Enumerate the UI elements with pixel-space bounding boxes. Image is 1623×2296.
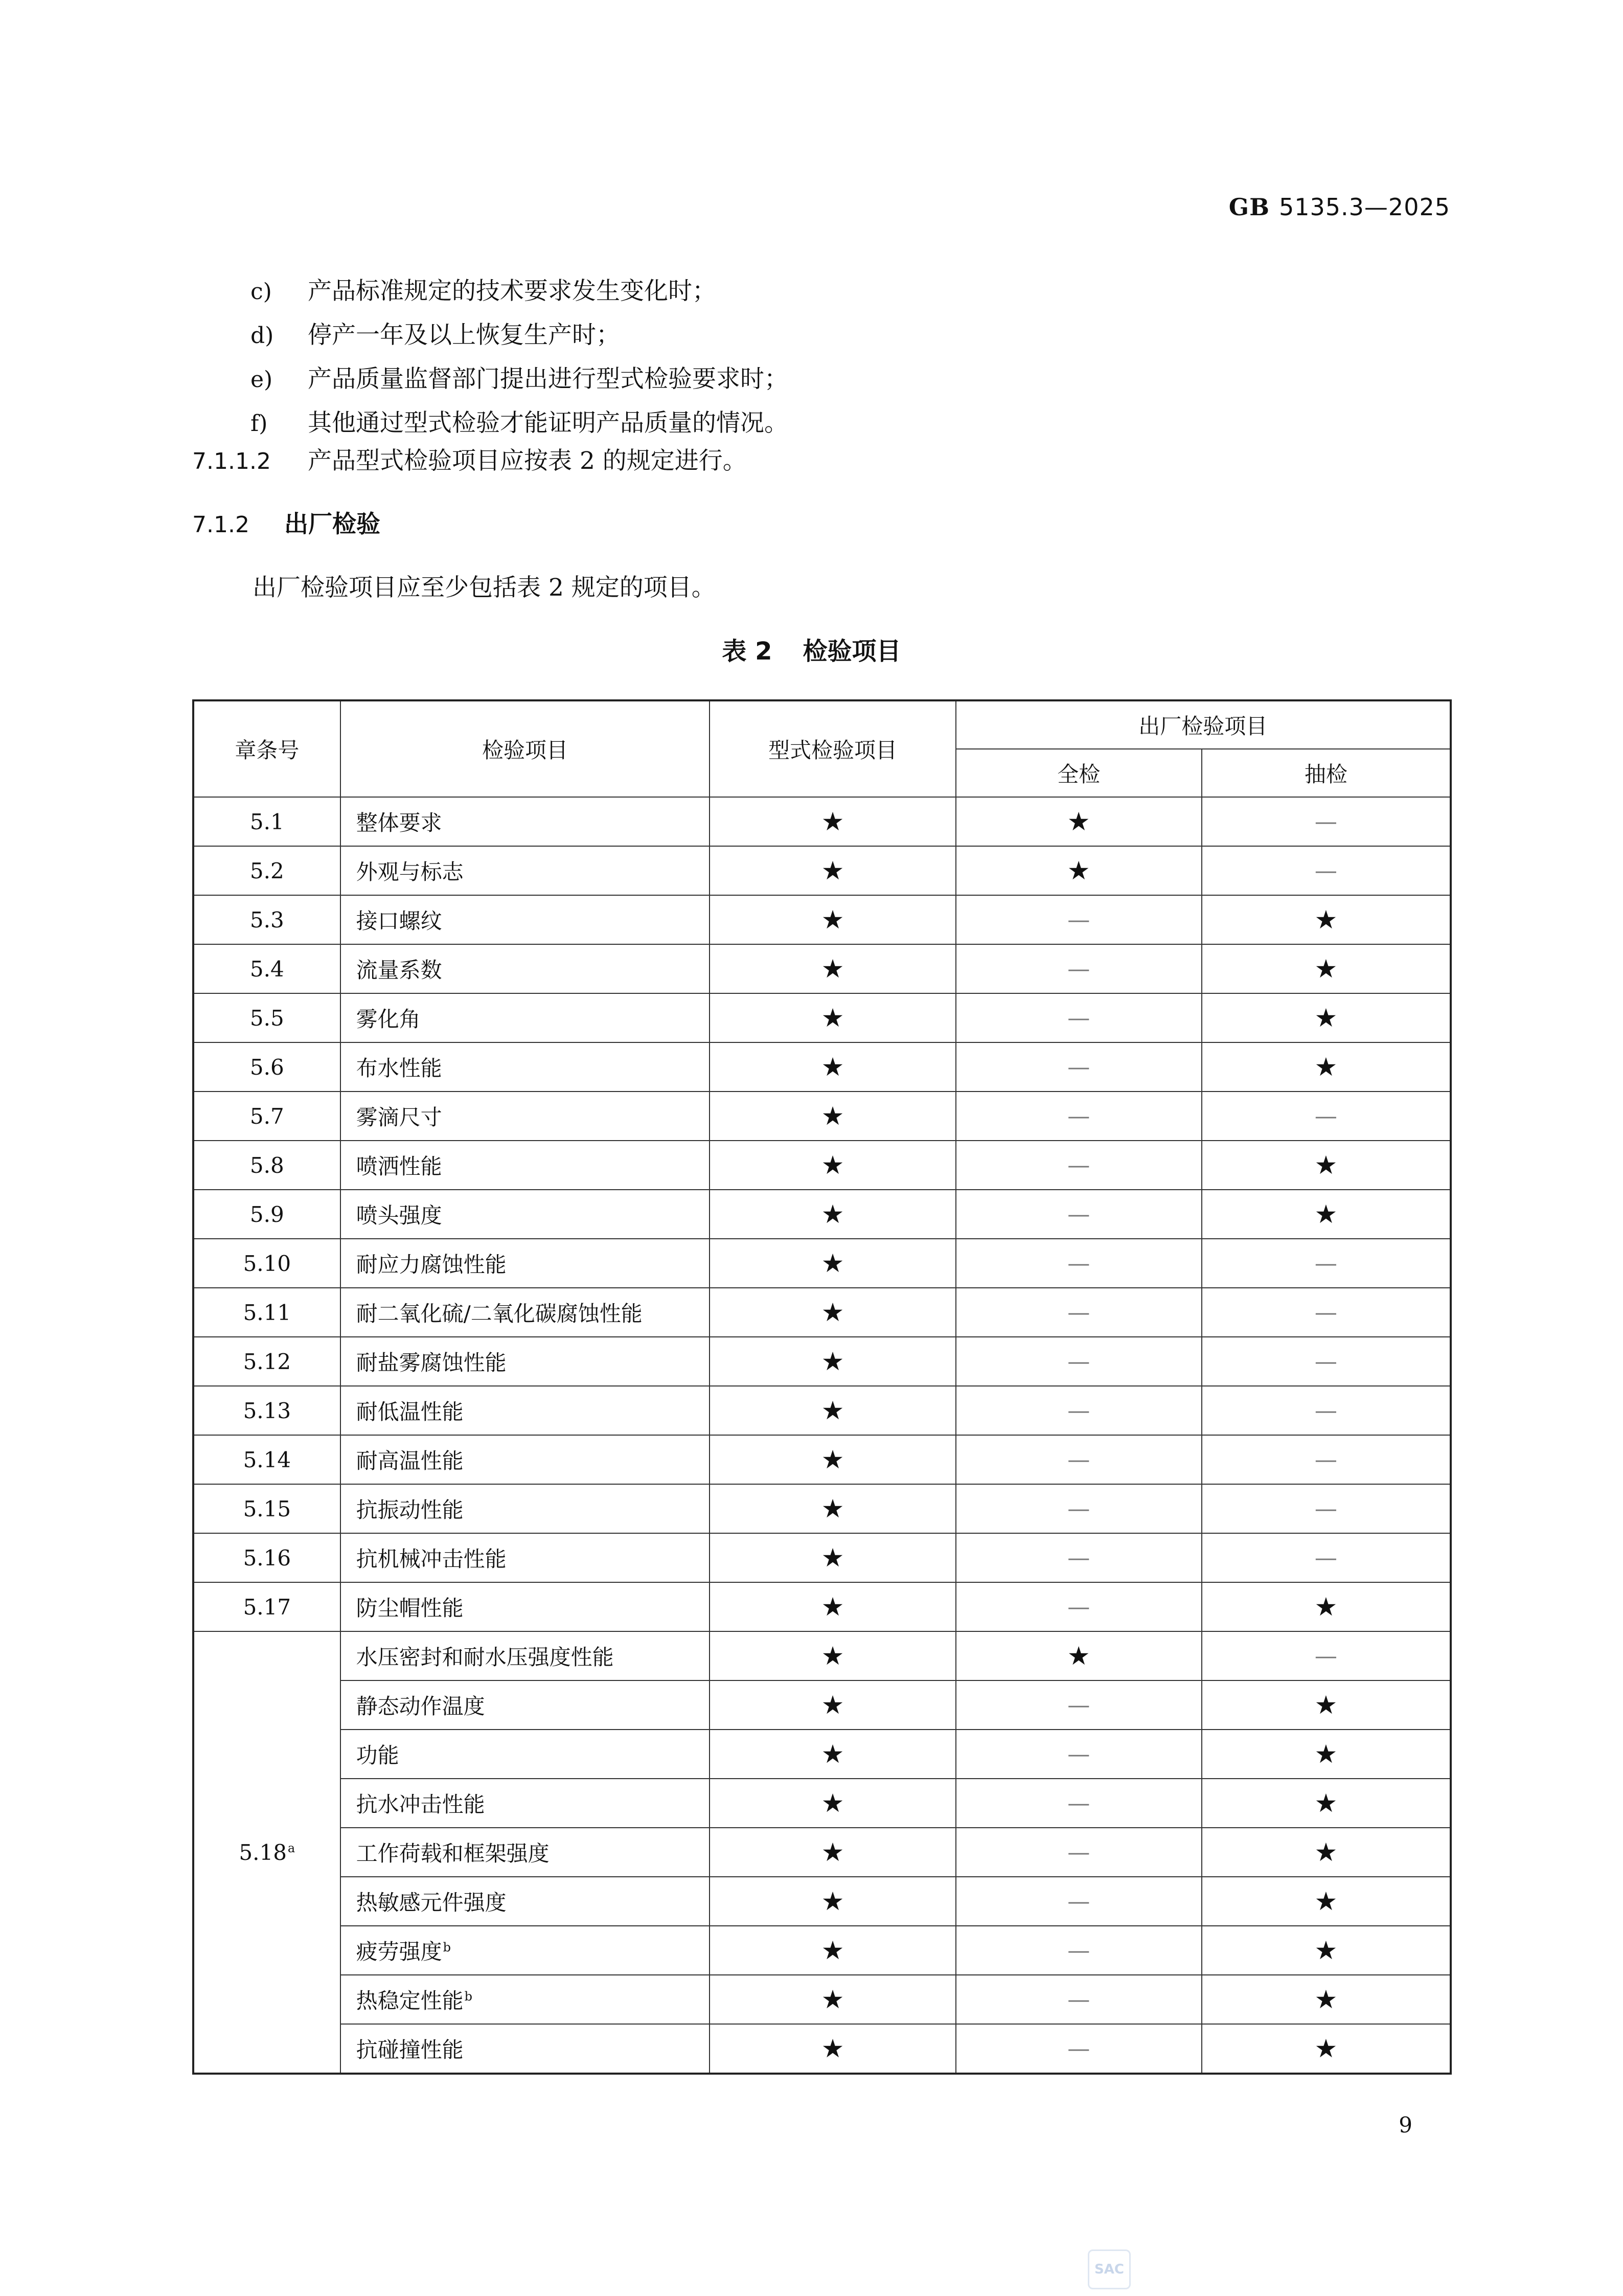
full-check-cell-mark: — <box>1067 1005 1090 1031</box>
table-row <box>193 944 1451 993</box>
standard-number: 5135.3—2025 <box>1278 193 1450 221</box>
full-check-cell-mark: — <box>1067 956 1090 982</box>
sample-check-cell <box>1202 1288 1451 1337</box>
type-test-cell <box>710 1435 955 1484</box>
type-test-cell-mark: ★ <box>821 1985 844 2014</box>
full-check-cell <box>956 944 1202 993</box>
full-check-cell <box>956 1190 1202 1239</box>
clause-cell: 5.10 <box>193 1239 340 1288</box>
full-check-cell <box>956 1484 1202 1533</box>
type-test-cell <box>710 1042 955 1092</box>
clause-cell: 5.8 <box>193 1141 340 1190</box>
item-cell: 流量系数 <box>340 944 710 993</box>
table-row <box>193 1975 1451 2024</box>
list-item-text: 产品质量监督部门提出进行型式检验要求时； <box>308 365 788 393</box>
sample-check-cell <box>1202 1730 1451 1779</box>
item-text: 水压密封和耐水压强度性能 <box>356 1645 614 1670</box>
type-test-cell-mark: ★ <box>821 1837 844 1867</box>
type-test-cell-mark: ★ <box>821 1936 844 1965</box>
type-test-cell <box>710 1828 955 1877</box>
sample-check-cell-mark: — <box>1314 1250 1337 1277</box>
type-test-cell-mark: ★ <box>821 1788 844 1818</box>
item-note: b <box>464 1989 473 2004</box>
item-cell: 防尘帽性能 <box>340 1582 710 1631</box>
header-full: 全检 <box>956 749 1202 797</box>
clause-cell: 5.12 <box>193 1337 340 1386</box>
sample-check-cell <box>1202 1582 1451 1631</box>
sample-check-cell <box>1202 1337 1451 1386</box>
item-text: 抗碰撞性能 <box>356 2037 464 2062</box>
full-check-cell <box>956 2024 1202 2074</box>
table-row <box>193 1877 1451 1926</box>
sample-check-cell-mark: — <box>1314 1397 1337 1424</box>
sample-check-cell <box>1202 1092 1451 1141</box>
item-text: 功能 <box>356 1743 399 1768</box>
sample-check-cell-mark: — <box>1314 1103 1337 1129</box>
full-check-cell-mark: — <box>1067 1741 1090 1767</box>
full-check-cell-mark: — <box>1067 906 1090 933</box>
table-row <box>193 1730 1451 1779</box>
full-check-cell <box>956 1975 1202 2024</box>
table-row <box>193 797 1451 846</box>
type-test-cell <box>710 846 955 895</box>
sample-check-cell-mark: — <box>1314 1495 1337 1522</box>
list-item-text: 停产一年及以上恢复生产时； <box>308 321 620 349</box>
sample-check-cell <box>1202 1631 1451 1680</box>
full-check-cell-mark: — <box>1067 1152 1090 1178</box>
clause-cell: 5.4 <box>193 944 340 993</box>
full-check-cell <box>956 1779 1202 1828</box>
clause-cell: 5.14 <box>193 1435 340 1484</box>
item-cell <box>340 1730 710 1779</box>
full-check-cell <box>956 1533 1202 1582</box>
sample-check-cell <box>1202 1190 1451 1239</box>
sample-check-cell-mark: — <box>1314 808 1337 835</box>
full-check-cell-mark: ★ <box>1067 1641 1090 1671</box>
sample-check-cell-mark: ★ <box>1314 1739 1338 1769</box>
item-cell: 耐低温性能 <box>340 1386 710 1435</box>
type-test-cell <box>710 1926 955 1975</box>
group-clause: 5.18 <box>239 1839 287 1865</box>
full-check-cell <box>956 895 1202 944</box>
item-cell: 抗振动性能 <box>340 1484 710 1533</box>
full-check-cell <box>956 1926 1202 1975</box>
item-cell: 雾滴尺寸 <box>340 1092 710 1141</box>
clause-cell: 5.15 <box>193 1484 340 1533</box>
table-row <box>193 1386 1451 1435</box>
sample-check-cell <box>1202 846 1451 895</box>
item-text: 热稳定性能 <box>356 1988 464 2013</box>
sample-check-cell-mark: ★ <box>1314 1003 1338 1033</box>
full-check-cell-mark: — <box>1067 1544 1090 1571</box>
sample-check-cell-mark: ★ <box>1314 954 1338 984</box>
full-check-cell-mark: — <box>1067 1103 1090 1129</box>
item-cell <box>340 1631 710 1680</box>
item-cell: 耐二氧化硫/二氧化碳腐蚀性能 <box>340 1288 710 1337</box>
group-clause-note: a <box>287 1840 295 1855</box>
table-caption-title: 检验项目 <box>803 637 901 666</box>
item-cell: 接口螺纹 <box>340 895 710 944</box>
type-test-cell-mark: ★ <box>821 1298 844 1327</box>
full-check-cell <box>956 1239 1202 1288</box>
sample-check-cell <box>1202 1435 1451 1484</box>
full-check-cell <box>956 1877 1202 1926</box>
item-cell <box>340 1877 710 1926</box>
list-item <box>250 316 620 350</box>
item-text: 静态动作温度 <box>356 1694 485 1719</box>
full-check-cell-mark: ★ <box>1067 807 1090 836</box>
item-text: 热敏感元件强度 <box>356 1890 507 1915</box>
sample-check-cell <box>1202 1828 1451 1877</box>
full-check-cell-mark: — <box>1067 1348 1090 1375</box>
sample-check-cell-mark: ★ <box>1314 1052 1338 1082</box>
type-test-cell <box>710 1484 955 1533</box>
table-row <box>193 1239 1451 1288</box>
sample-check-cell <box>1202 1141 1451 1190</box>
item-cell: 外观与标志 <box>340 846 710 895</box>
table-row <box>193 1484 1451 1533</box>
type-test-cell-mark: ★ <box>821 1052 844 1082</box>
full-check-cell-mark: — <box>1067 2035 1090 2062</box>
sample-check-cell-mark: — <box>1314 857 1337 884</box>
sample-check-cell-mark: ★ <box>1314 1199 1338 1229</box>
type-test-cell <box>710 2024 955 2074</box>
type-test-cell-mark: ★ <box>821 1739 844 1769</box>
list-item-text: 其他通过型式检验才能证明产品质量的情况。 <box>308 409 788 437</box>
page-number: 9 <box>1399 2112 1412 2138</box>
sample-check-cell <box>1202 2024 1451 2074</box>
header-clause: 章条号 <box>193 700 340 797</box>
table-row <box>193 895 1451 944</box>
type-test-cell-mark: ★ <box>821 1592 844 1622</box>
sample-check-cell <box>1202 1533 1451 1582</box>
item-cell <box>340 1779 710 1828</box>
table-row <box>193 1828 1451 1877</box>
type-test-cell <box>710 1730 955 1779</box>
clause-cell: 5.6 <box>193 1042 340 1092</box>
sample-check-cell-mark: — <box>1314 1299 1337 1326</box>
table-body <box>193 797 1451 2074</box>
clause-cell: 5.1 <box>193 797 340 846</box>
type-test-cell <box>710 1631 955 1680</box>
item-cell: 喷头强度 <box>340 1190 710 1239</box>
item-cell: 耐应力腐蚀性能 <box>340 1239 710 1288</box>
section-number: 7.1.2 <box>192 512 249 538</box>
full-check-cell <box>956 993 1202 1042</box>
full-check-cell-mark: — <box>1067 1299 1090 1326</box>
type-test-cell-mark: ★ <box>821 1445 844 1474</box>
clause-cell: 5.3 <box>193 895 340 944</box>
full-check-cell-mark: — <box>1067 1054 1090 1080</box>
clause-cell: 5.2 <box>193 846 340 895</box>
full-check-cell-mark: — <box>1067 1446 1090 1473</box>
type-test-cell-mark: ★ <box>821 1641 844 1671</box>
full-check-cell <box>956 1386 1202 1435</box>
item-cell <box>340 1680 710 1730</box>
table-caption-label: 表 2 <box>722 637 772 666</box>
type-test-cell-mark: ★ <box>821 856 844 885</box>
type-test-cell <box>710 895 955 944</box>
table-row <box>193 1141 1451 1190</box>
table-row <box>193 1779 1451 1828</box>
header-factory: 出厂检验项目 <box>956 700 1451 749</box>
item-cell: 整体要求 <box>340 797 710 846</box>
sac-watermark-logo: SAC <box>1088 2249 1131 2289</box>
type-test-cell <box>710 1680 955 1730</box>
type-test-cell-mark: ★ <box>821 1543 844 1573</box>
sample-check-cell <box>1202 1239 1451 1288</box>
table-row <box>193 993 1451 1042</box>
list-item-label: d) <box>250 323 274 349</box>
item-cell: 抗机械冲击性能 <box>340 1533 710 1582</box>
type-test-cell-mark: ★ <box>821 1396 844 1425</box>
sample-check-cell <box>1202 1975 1451 2024</box>
list-item <box>250 360 788 394</box>
table-row <box>193 1190 1451 1239</box>
full-check-cell <box>956 1337 1202 1386</box>
clause-cell: 5.11 <box>193 1288 340 1337</box>
table-row <box>193 1435 1451 1484</box>
type-test-cell-mark: ★ <box>821 954 844 984</box>
type-test-cell-mark: ★ <box>821 1003 844 1033</box>
sample-check-cell-mark: ★ <box>1314 1592 1338 1622</box>
type-test-cell <box>710 1288 955 1337</box>
type-test-cell <box>710 1141 955 1190</box>
table-row <box>193 1631 1451 1680</box>
item-note: b <box>443 1940 451 1954</box>
item-cell: 耐高温性能 <box>340 1435 710 1484</box>
item-cell <box>340 1926 710 1975</box>
clause-text: 产品型式检验项目应按表 2 的规定进行。 <box>308 447 747 475</box>
item-cell: 布水性能 <box>340 1042 710 1092</box>
inspection-table <box>192 699 1452 2075</box>
section-title: 出厂检验 <box>284 510 380 538</box>
item-text: 工作荷载和框架强度 <box>356 1841 550 1866</box>
full-check-cell-mark: — <box>1067 1888 1090 1915</box>
sample-check-cell-mark: — <box>1314 1348 1337 1375</box>
type-test-cell <box>710 1337 955 1386</box>
full-check-cell <box>956 797 1202 846</box>
full-check-cell-mark: — <box>1067 1594 1090 1620</box>
clause-cell: 5.7 <box>193 1092 340 1141</box>
factory-inspection-paragraph: 出厂检验项目应至少包括表 2 规定的项目。 <box>253 574 716 602</box>
clause-number: 7.1.1.2 <box>192 448 271 474</box>
sample-check-cell-mark: ★ <box>1314 1985 1338 2014</box>
full-check-cell <box>956 1042 1202 1092</box>
full-check-cell <box>956 1141 1202 1190</box>
full-check-cell-mark: — <box>1067 1839 1090 1866</box>
sample-check-cell <box>1202 1779 1451 1828</box>
sample-check-cell <box>1202 797 1451 846</box>
sample-check-cell-mark: ★ <box>1314 1886 1338 1916</box>
clause-cell-group <box>193 1631 340 2074</box>
table-caption <box>0 631 1623 667</box>
type-test-cell <box>710 944 955 993</box>
sample-check-cell-mark: ★ <box>1314 905 1338 935</box>
type-test-cell <box>710 1092 955 1141</box>
sample-check-cell-mark: ★ <box>1314 1788 1338 1818</box>
sample-check-cell <box>1202 1386 1451 1435</box>
type-test-cell <box>710 1877 955 1926</box>
sample-check-cell <box>1202 1926 1451 1975</box>
clause-cell: 5.16 <box>193 1533 340 1582</box>
type-test-cell <box>710 993 955 1042</box>
full-check-cell-mark: — <box>1067 1692 1090 1718</box>
list-item <box>250 272 716 306</box>
full-check-cell <box>956 1828 1202 1877</box>
item-cell <box>340 1828 710 1877</box>
sample-check-cell-mark: ★ <box>1314 1837 1338 1867</box>
sample-check-cell-mark: — <box>1314 1544 1337 1571</box>
type-test-cell <box>710 1779 955 1828</box>
item-text: 抗水冲击性能 <box>356 1792 485 1817</box>
list-item <box>250 404 788 438</box>
sample-check-cell <box>1202 944 1451 993</box>
full-check-cell-mark: — <box>1067 1937 1090 1964</box>
sample-check-cell-mark: ★ <box>1314 2034 1338 2063</box>
full-check-cell-mark: — <box>1067 1201 1090 1227</box>
type-test-cell-mark: ★ <box>821 1886 844 1916</box>
table-row <box>193 1337 1451 1386</box>
full-check-cell <box>956 1582 1202 1631</box>
full-check-cell <box>956 846 1202 895</box>
item-cell: 雾化角 <box>340 993 710 1042</box>
table-row <box>193 1288 1451 1337</box>
sample-check-cell <box>1202 1484 1451 1533</box>
item-text: 疲劳强度 <box>356 1939 442 1964</box>
section-heading-7-1-2 <box>192 505 380 539</box>
item-cell: 耐盐雾腐蚀性能 <box>340 1337 710 1386</box>
standard-prefix: GB <box>1228 193 1270 221</box>
table-row <box>193 1092 1451 1141</box>
clause-cell: 5.13 <box>193 1386 340 1435</box>
type-test-cell-mark: ★ <box>821 1101 844 1131</box>
full-check-cell-mark: — <box>1067 1250 1090 1277</box>
table-row <box>193 1533 1451 1582</box>
table-row <box>193 1042 1451 1092</box>
full-check-cell <box>956 1288 1202 1337</box>
type-test-cell-mark: ★ <box>821 1347 844 1376</box>
type-test-cell <box>710 1239 955 1288</box>
table-row <box>193 1680 1451 1730</box>
full-check-cell-mark: — <box>1067 1986 1090 2013</box>
list-item-label: c) <box>250 279 272 305</box>
clause-7-1-1-2 <box>192 442 747 476</box>
type-test-cell <box>710 1582 955 1631</box>
type-test-cell-mark: ★ <box>821 1150 844 1180</box>
sample-check-cell <box>1202 895 1451 944</box>
sample-check-cell-mark: — <box>1314 1643 1337 1669</box>
full-check-cell <box>956 1730 1202 1779</box>
type-test-cell <box>710 1190 955 1239</box>
sample-check-cell <box>1202 1877 1451 1926</box>
table-row <box>193 846 1451 895</box>
sample-check-cell <box>1202 1042 1451 1092</box>
sample-check-cell <box>1202 1680 1451 1730</box>
table-header-row <box>193 700 1451 749</box>
table-row <box>193 1582 1451 1631</box>
item-cell <box>340 2024 710 2074</box>
list-item-text: 产品标准规定的技术要求发生变化时； <box>308 277 716 305</box>
clause-cell: 5.17 <box>193 1582 340 1631</box>
table-row <box>193 2024 1451 2074</box>
type-test-cell-mark: ★ <box>821 1248 844 1278</box>
header-sample: 抽检 <box>1202 749 1451 797</box>
type-test-cell <box>710 1975 955 2024</box>
list-item-label: f) <box>250 411 268 437</box>
full-check-cell <box>956 1631 1202 1680</box>
sample-check-cell <box>1202 993 1451 1042</box>
sample-check-cell-mark: — <box>1314 1446 1337 1473</box>
item-cell: 喷洒性能 <box>340 1141 710 1190</box>
standard-code <box>1229 193 1450 221</box>
type-test-cell <box>710 1386 955 1435</box>
header-item: 检验项目 <box>340 700 710 797</box>
type-test-cell-mark: ★ <box>821 905 844 935</box>
full-check-cell-mark: — <box>1067 1790 1090 1816</box>
full-check-cell <box>956 1092 1202 1141</box>
full-check-cell <box>956 1680 1202 1730</box>
type-test-cell-mark: ★ <box>821 2034 844 2063</box>
type-test-cell <box>710 1533 955 1582</box>
type-test-cell-mark: ★ <box>821 807 844 836</box>
header-type-test: 型式检验项目 <box>710 700 955 797</box>
full-check-cell-mark: — <box>1067 1495 1090 1522</box>
clause-cell: 5.9 <box>193 1190 340 1239</box>
full-check-cell-mark: — <box>1067 1397 1090 1424</box>
sample-check-cell-mark: ★ <box>1314 1690 1338 1720</box>
table-row <box>193 1926 1451 1975</box>
full-check-cell <box>956 1435 1202 1484</box>
sample-check-cell-mark: ★ <box>1314 1150 1338 1180</box>
type-test-cell-mark: ★ <box>821 1494 844 1524</box>
sample-check-cell-mark: ★ <box>1314 1936 1338 1965</box>
type-test-cell <box>710 797 955 846</box>
clause-cell: 5.5 <box>193 993 340 1042</box>
type-test-cell-mark: ★ <box>821 1199 844 1229</box>
item-cell <box>340 1975 710 2024</box>
full-check-cell-mark: ★ <box>1067 856 1090 885</box>
type-test-cell-mark: ★ <box>821 1690 844 1720</box>
list-item-label: e) <box>250 367 273 393</box>
